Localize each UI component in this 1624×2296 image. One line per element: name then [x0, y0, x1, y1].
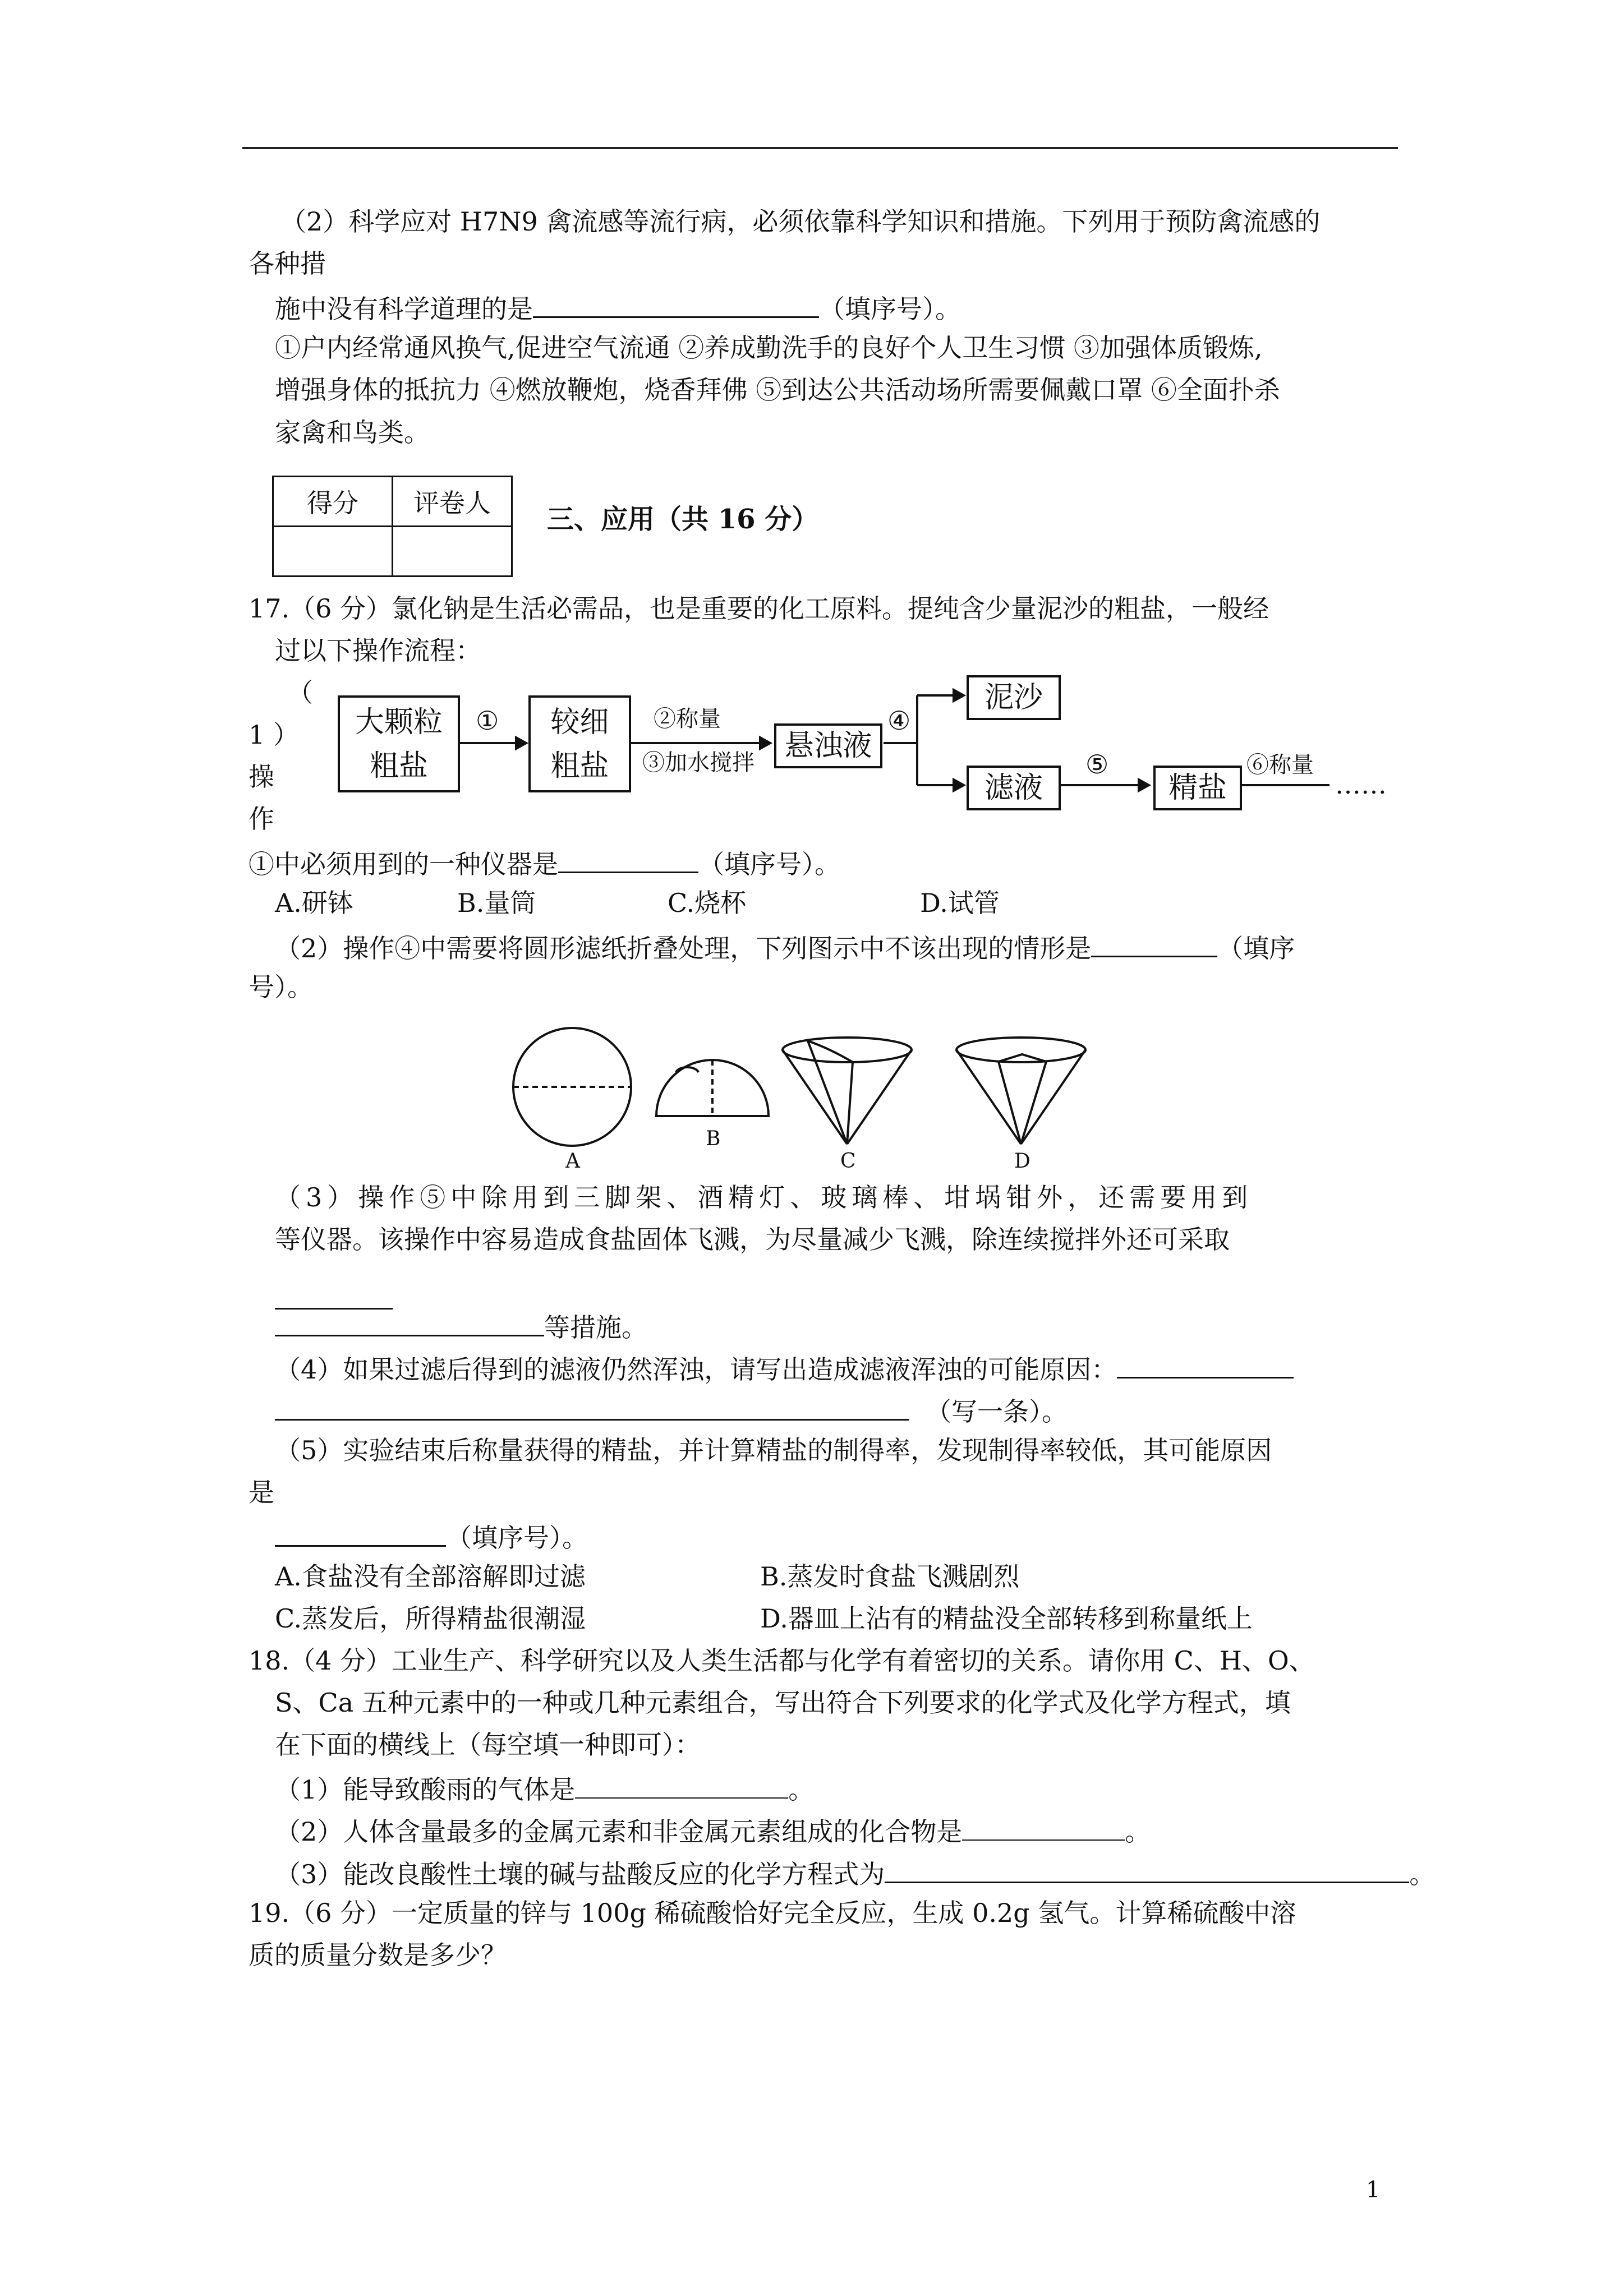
q17-p3-line1: （3）操作⑤中除用到三脚架、酒精灯、玻璃棒、坩埚钳外，还需要用到 — [275, 1182, 1253, 1212]
answer-blank-q17-4b[interactable] — [275, 1395, 909, 1421]
flow-box-refined-salt: 精盐 — [1153, 766, 1242, 810]
header-rule — [242, 147, 1398, 149]
q17-p4-line2 — [275, 1395, 1068, 1427]
flow-box-fine-salt: 较细 粗盐 — [528, 695, 631, 792]
q17-p2-line2: 号）。 — [249, 972, 313, 1002]
q18-p2-pre: （2）人体含量最多的金属元素和非金属元素组成的化合物是 — [275, 1816, 963, 1847]
q17-p1-side-2: 1 ） — [249, 720, 299, 750]
flow-step-1: ① — [476, 706, 499, 736]
q17-p1-option-a: A.研钵 — [275, 888, 353, 918]
q17-p3-line3 — [275, 1284, 393, 1313]
q18-p1-line — [275, 1774, 815, 1805]
answer-blank-q18-2[interactable] — [962, 1816, 1125, 1841]
q16-2-options-line1: ①户内经常通风换气,促进空气流通 ②养成勤洗手的良好个人卫生习惯 ③加强体质锻炼, — [275, 333, 1263, 363]
filter-label-d: D — [1014, 1150, 1030, 1173]
filter-label-c: C — [840, 1150, 856, 1173]
q18-p3-post: 。 — [1409, 1859, 1436, 1889]
salt-purification-flowchart — [331, 673, 1386, 819]
q17-p1-side-3: 操 — [249, 762, 274, 792]
q17-p4-line1 — [275, 1353, 1294, 1385]
q17-p4-post: （写一条）。 — [926, 1396, 1068, 1427]
q18-p2-post: 。 — [1125, 1816, 1151, 1847]
q17-p5-option-a: A.食盐没有全部溶解即过滤 — [275, 1561, 586, 1592]
q16-2-line3-pre: 施中没有科学道理的是 — [275, 294, 533, 324]
q17-p1-option-d: D.试管 — [920, 888, 1000, 918]
answer-blank-q17-3a[interactable] — [275, 1284, 393, 1310]
q16-2-line1: （2）科学应对 H7N9 禽流感等流行病，必须依靠科学知识和措施。下列用于预防禽流感的 — [280, 206, 1321, 237]
q17-p2-line1 — [275, 932, 1295, 961]
filter-paper-figures — [494, 1009, 1139, 1172]
filter-label-b: B — [706, 1127, 721, 1150]
page-number: 1 — [1366, 2177, 1381, 2203]
q18-intro-line3: 在下面的横线上（每空填一种即可）： — [275, 1730, 701, 1760]
q17-p1-pre: ①中必须用到的一种仪器是 — [249, 849, 558, 879]
section-3-title: 三、应用（共 16 分） — [547, 504, 819, 535]
q19-line1: 19.（6 分）一定质量的锌与 100g 稀硫酸恰好完全反应，生成 0.2g 氢气。计算稀硫酸中溶 — [249, 1898, 1296, 1928]
q18-p3-pre: （3）能改良酸性土壤的碱与盐酸反应的化学方程式为 — [275, 1859, 885, 1889]
score-table-header-grader: 评卷人 — [393, 477, 512, 527]
score-cell[interactable] — [273, 527, 393, 577]
q17-p5-option-c: C.蒸发后，所得精盐很潮湿 — [275, 1603, 586, 1634]
q17-intro-line1: 17.（6 分）氯化钠是生活必需品，也是重要的化工原料。提纯含少量泥沙的粗盐，一般经 — [249, 593, 1269, 624]
filter-paper-drawings — [494, 1009, 1139, 1172]
q17-p5-line2: 是 — [249, 1477, 274, 1507]
flow-step-5: ⑤ — [1085, 749, 1109, 780]
answer-blank-q17-2[interactable] — [1091, 932, 1217, 957]
q17-p3-post: 等措施。 — [544, 1312, 647, 1343]
q17-p5-option-b: B.蒸发时食盐飞溅剧烈 — [760, 1561, 1020, 1592]
answer-blank-q17-5[interactable] — [275, 1522, 446, 1547]
q17-p1-side-4: 作 — [249, 804, 274, 834]
q16-2-line3-post: （填序号）。 — [819, 294, 961, 324]
flow-step-4: ④ — [887, 706, 911, 736]
flow-ellipsis: …… — [1335, 769, 1387, 800]
flow-box-filtrate: 滤液 — [967, 766, 1061, 810]
grader-cell[interactable] — [393, 527, 512, 577]
q17-p3-line2: 等仪器。该操作中容易造成食盐固体飞溅，为尽量减少飞溅，除连续搅拌外还可采取 — [275, 1224, 1230, 1255]
q17-p1-side-1: （ — [287, 677, 313, 708]
q18-intro-line2: S、Ca 五种元素中的一种或几种元素组合，写出符合下列要求的化学式及化学方程式，填 — [275, 1688, 1291, 1718]
answer-blank-q18-1[interactable] — [575, 1774, 788, 1799]
q18-p2-line — [275, 1816, 1151, 1845]
q16-2-options-line2: 增强身体的抵抗力 ④燃放鞭炮，烧香拜佛 ⑤到达公共活动场所需要佩戴口罩 ⑥全面扑杀 — [275, 375, 1280, 405]
answer-blank-q17-4a[interactable] — [1117, 1353, 1294, 1378]
flow-box-sediment: 泥沙 — [967, 675, 1061, 720]
answer-blank-q17-3b[interactable] — [275, 1311, 544, 1336]
flow-step-2: ②称量 — [654, 706, 721, 732]
flow-step-6: ⑥称量 — [1246, 752, 1314, 778]
score-table — [272, 476, 513, 577]
q17-p1-option-c: C.烧杯 — [668, 888, 747, 918]
q17-p5-option-d: D.器皿上沾有的精盐没全部转移到称量纸上 — [760, 1603, 1253, 1634]
q17-intro-line2: 过以下操作流程： — [275, 635, 481, 666]
q17-p2-post: （填序 — [1217, 933, 1295, 963]
score-table-header-score: 得分 — [273, 477, 393, 527]
q17-p1-post: （填序号）。 — [698, 849, 840, 879]
q17-p5-line3 — [275, 1522, 588, 1551]
q19-line2: 质的质量分数是多少？ — [249, 1940, 507, 1970]
q17-p4-text: （4）如果过滤后得到的滤液仍然浑浊，请写出造成滤液浑浊的可能原因： — [275, 1354, 1117, 1385]
flow-box-suspension: 悬浊液 — [774, 723, 882, 768]
q17-p3-line4 — [275, 1311, 647, 1343]
q18-p1-pre: （1）能导致酸雨的气体是 — [275, 1774, 576, 1805]
q16-2-line3 — [275, 293, 961, 322]
q17-p2-pre: （2）操作④中需要将圆形滤纸折叠处理，下列图示中不该出现的情形是 — [275, 933, 1092, 963]
q17-p1-option-b: B.量筒 — [457, 888, 536, 918]
q16-2-options-line3: 家禽和鸟类。 — [275, 417, 430, 448]
flow-box-coarse-salt: 大颗粒 粗盐 — [338, 695, 460, 792]
q18-p1-post: 。 — [788, 1774, 815, 1805]
q16-2-line2: 各种措 — [249, 248, 326, 279]
q17-p5-post: （填序号）。 — [446, 1523, 588, 1553]
q18-p3-line — [275, 1858, 1435, 1887]
flow-step-3: ③加水搅拌 — [642, 750, 755, 776]
answer-blank-q18-3[interactable] — [885, 1858, 1409, 1883]
q18-intro-line1: 18.（4 分）工业生产、科学研究以及人类生活都与化学有着密切的关系。请你用 C、H、O、 — [249, 1645, 1315, 1676]
answer-blank-q16-2[interactable] — [533, 293, 819, 318]
answer-blank-q17-1[interactable] — [558, 848, 698, 873]
filter-label-a: A — [565, 1150, 580, 1173]
q17-p1-line — [249, 848, 840, 877]
q17-p5-line1: （5）实验结束后称量获得的精盐，并计算精盐的制得率，发现制得率较低，其可能原因 — [275, 1435, 1272, 1465]
